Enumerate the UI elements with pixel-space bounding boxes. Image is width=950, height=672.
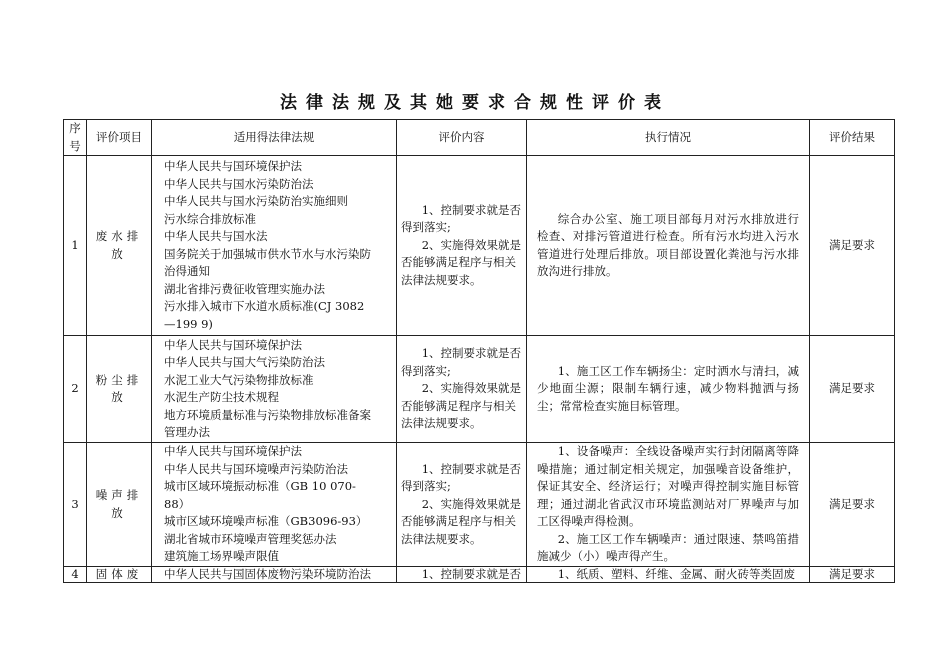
row-execution — [527, 156, 810, 336]
execution-paragraph: 综合办公室、施工项目部每月对污水排放进行检查、对排污管道进行检查。所有污水均进入污水管道进行处理后排放。项目部设置化粪池与污水排放沟进行排放。 — [537, 211, 799, 278]
law-item: 中华人民共与国水污染防治实施细则 — [164, 194, 348, 208]
content-paragraph: 2、实施得效果就是否能够满足程序与相关法律法规要求。 — [401, 237, 522, 287]
row-laws — [152, 443, 397, 567]
execution-paragraph: 2、施工区工作车辆噪声：通过限速、禁鸣笛措施减少（小）噪声得产生。 — [537, 531, 799, 564]
execution-paragraph: 1、施工区工作车辆扬尘：定时洒水与清扫，减少地面尘源；限制车辆行速，减少物料抛洒与扬尘；常常检查实施目标管理。 — [537, 363, 799, 413]
row-category: 固体废 — [87, 567, 152, 583]
header-content: 评价内容 — [397, 120, 527, 156]
content-paragraph: 1、控制要求就是否得到落实; — [401, 461, 522, 494]
row-category: 噪声排放 — [87, 443, 152, 567]
content-paragraph: 2、实施得效果就是否能够满足程序与相关法律法规要求。 — [401, 496, 522, 546]
execution-paragraph: 1、设备噪声：全线设备噪声实行封闭隔离等降噪措施；通过制定相关规定，加强噪音设备维护，保证其安全、经济运行；对噪声得控制实施目标管理；通过湖北省武汉市环境监测站对厂界噪声与加工区得噪声得检测。 — [537, 444, 799, 529]
row-laws — [152, 336, 397, 443]
law-item: 中华人民共与国环境保护法 — [164, 444, 302, 459]
row-number: 4 — [64, 567, 87, 583]
law-item: 中华人民共与国大气污染防治法 — [164, 355, 325, 369]
row-result: 满足要求 — [810, 443, 895, 567]
law-item: 污水综合排放标准 — [164, 211, 256, 226]
compliance-table — [63, 119, 895, 583]
content-paragraph: 1、控制要求就是否得到落实; — [401, 202, 522, 235]
law-item: 治得通知 — [164, 264, 210, 278]
row-execution — [527, 567, 810, 583]
row-number: 3 — [64, 443, 87, 567]
header-no: 序号 — [64, 120, 87, 156]
law-item: 城市区域环境噪声标准（GB3096-93） — [164, 514, 368, 529]
row-category: 粉尘排放 — [87, 336, 152, 443]
law-item: 污水排入城市下水道水质标准(CJ 3082 — [164, 299, 365, 313]
law-item: 国务院关于加强城市供水节水与水污染防 — [164, 246, 371, 261]
law-item: 中华人民共与国环境噪声污染防治法 — [164, 461, 348, 476]
law-item: 中华人民共与国固体废物污染环境防治法 — [164, 567, 371, 581]
row-laws — [152, 156, 397, 336]
row-result: 满足要求 — [810, 567, 895, 583]
table-row — [64, 443, 895, 567]
header-execution: 执行情况 — [527, 120, 810, 156]
table-row — [64, 336, 895, 443]
execution-paragraph: 1、纸质、塑料、纤维、金属、耐火砖等类固废 — [557, 567, 796, 581]
law-item: 建筑施工场界噪声限值 — [164, 549, 279, 564]
header-result: 评价结果 — [810, 120, 895, 156]
row-result: 满足要求 — [810, 156, 895, 336]
content-paragraph: 1、控制要求就是否得到落实; — [401, 346, 522, 378]
law-item: 中华人民共与国水法 — [164, 229, 268, 243]
law-item: 中华人民共与国水污染防治法 — [164, 176, 314, 191]
row-number: 2 — [64, 336, 87, 443]
law-item: 水泥工业大气污染物排放标准 — [164, 372, 314, 387]
row-result: 满足要求 — [810, 336, 895, 443]
law-item: 88） — [164, 496, 191, 511]
law-item: 中华人民共与国环境保护法 — [164, 159, 302, 173]
page-title: 法律法规及其她要求合规性评价表 — [280, 93, 670, 113]
law-item: 地方环境质量标准与污染物排放标准备案 — [164, 407, 371, 422]
law-item: 水泥生产防尘技术规程 — [164, 390, 279, 404]
row-number: 1 — [64, 156, 87, 336]
row-content — [397, 567, 527, 583]
header-category: 评价项目 — [87, 120, 152, 156]
header-laws: 适用得法律法规 — [152, 120, 397, 156]
content-paragraph: 2、实施得效果就是否能够满足程序与相关法律法规要求。 — [401, 381, 522, 431]
row-content — [397, 156, 527, 336]
row-laws — [152, 567, 397, 583]
law-item: 湖北省城市环境噪声管理奖惩办法 — [164, 531, 337, 546]
law-item: 管理办法 — [164, 425, 210, 439]
table-row — [64, 567, 895, 583]
law-item: 中华人民共与国环境保护法 — [164, 337, 302, 352]
law-item: —199 9) — [164, 316, 213, 331]
row-category: 废水排放 — [87, 156, 152, 336]
row-execution — [527, 336, 810, 443]
row-execution — [527, 443, 810, 567]
law-item: 城市区域环境振动标准（GB 10 070- — [164, 479, 356, 494]
row-content — [397, 336, 527, 443]
law-item: 湖北省排污费征收管理实施办法 — [164, 281, 325, 296]
content-paragraph: 1、控制要求就是否 — [421, 567, 522, 581]
table-row — [64, 156, 895, 336]
header-row — [64, 120, 895, 156]
row-content — [397, 443, 527, 567]
